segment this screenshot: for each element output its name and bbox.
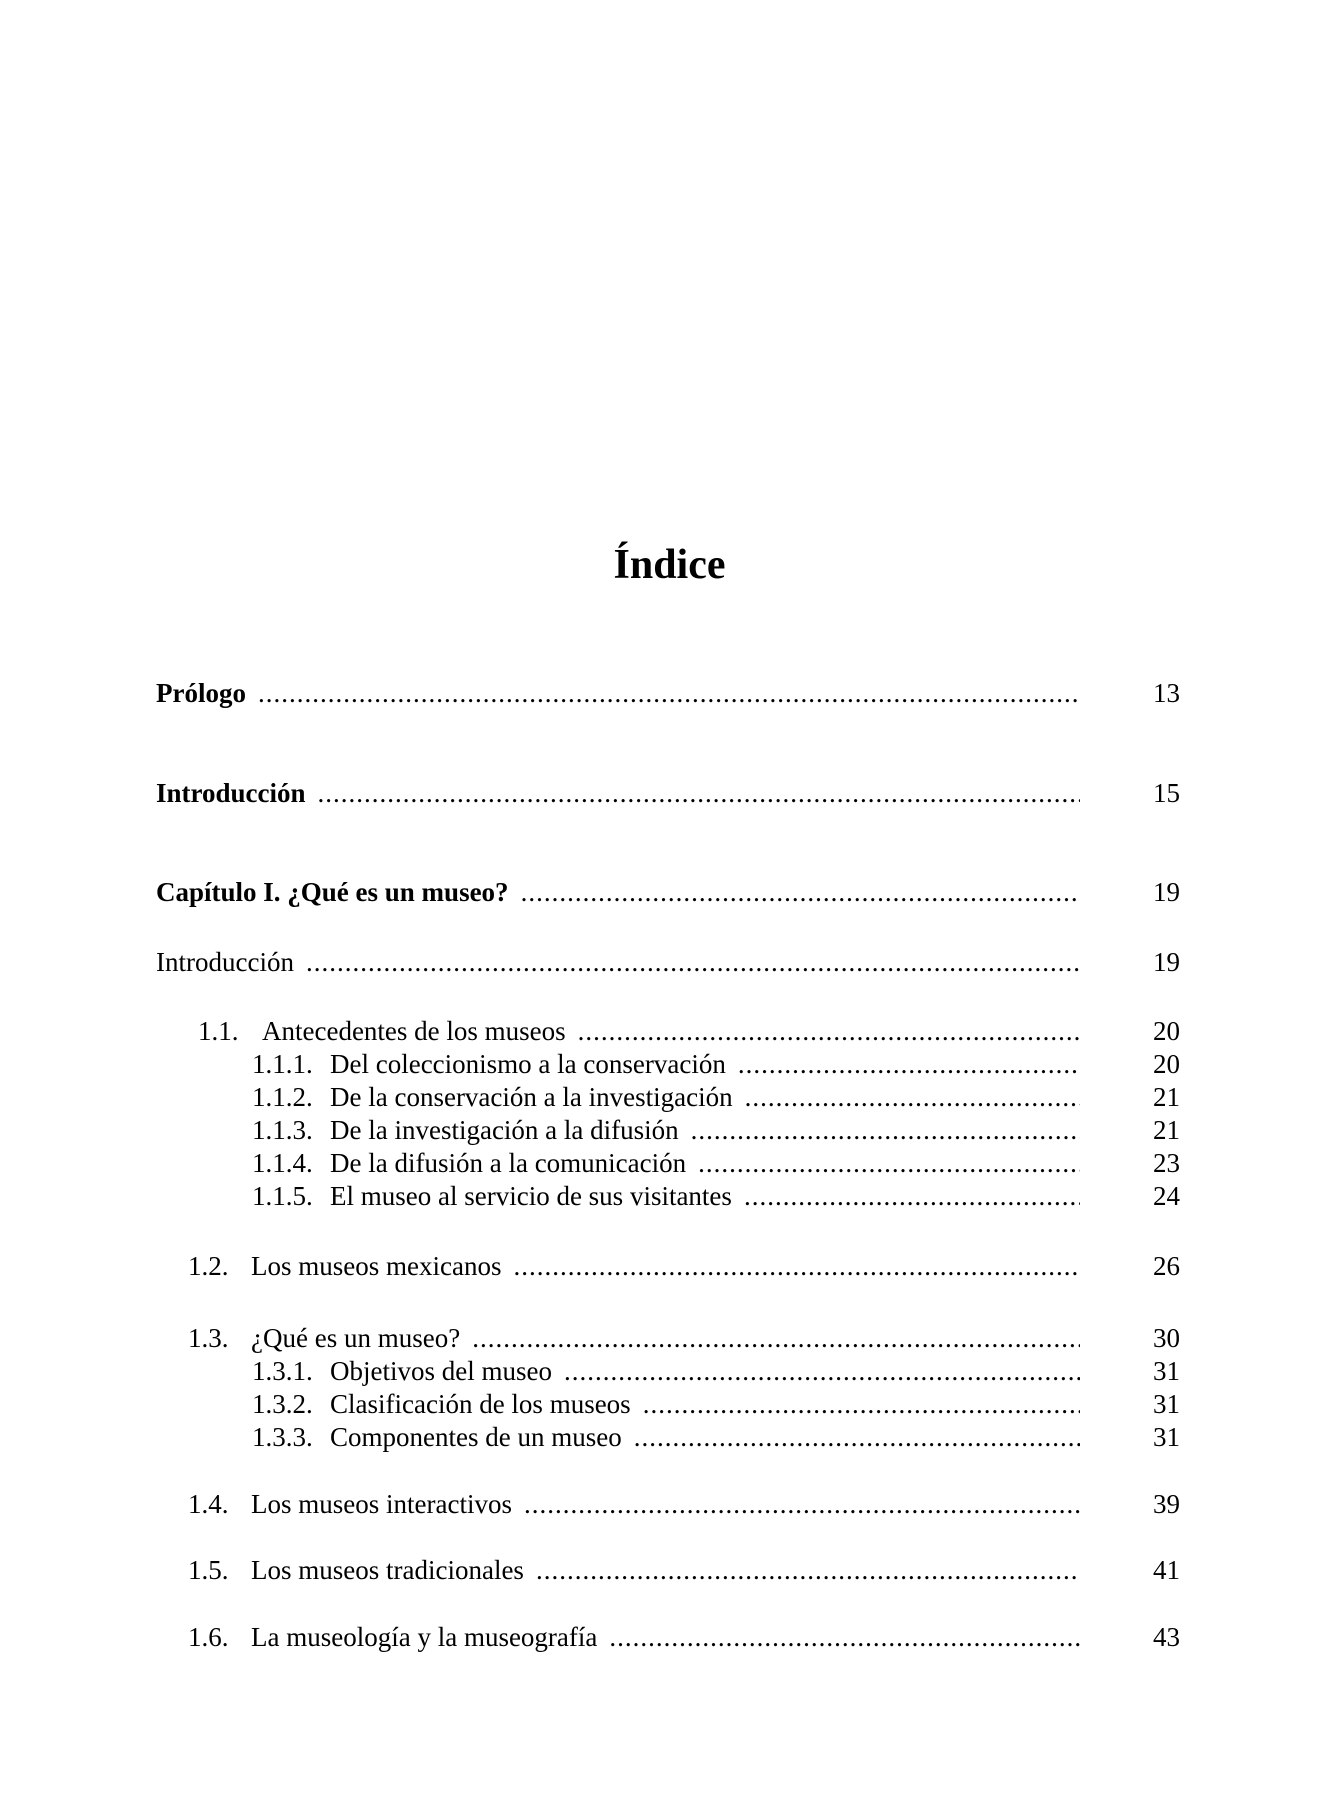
toc-entry-page: 21 [1153, 1082, 1180, 1112]
toc-entry-label: De la conservación a la investigación [330, 1082, 733, 1112]
dot-leader [513, 1249, 1080, 1283]
toc-entry-number: 1.1.1. [252, 1049, 313, 1079]
toc-entry-chapter-1 [156, 875, 1080, 909]
dot-leader [744, 1179, 1080, 1213]
dot-leader [745, 1080, 1080, 1114]
dot-leader [536, 1553, 1080, 1587]
toc-entry-page: 20 [1153, 1016, 1180, 1046]
toc-entry-number: 1.1. [198, 1016, 239, 1046]
toc-entry-label: Los museos tradicionales [251, 1555, 524, 1585]
toc-entry-label: Clasificación de los museos [330, 1389, 631, 1419]
toc-entry-label: Introducción [156, 947, 294, 977]
toc-entry-1-2 [188, 1249, 1080, 1283]
toc-entry-page: 19 [1153, 877, 1180, 907]
dot-leader [306, 945, 1080, 979]
toc-entry-label: De la investigación a la difusión [330, 1115, 679, 1145]
toc-entry-number: 1.5. [188, 1555, 229, 1585]
toc-entry-1-1-1 [252, 1047, 1080, 1081]
toc-entry-number: 1.1.4. [252, 1148, 313, 1178]
toc-entry-label: ¿Qué es un museo? [251, 1323, 461, 1353]
toc-entry-page: 20 [1153, 1049, 1180, 1079]
toc-entry-1-1-4 [252, 1146, 1080, 1180]
dot-leader [258, 676, 1080, 710]
toc-entry-number: 1.1.3. [252, 1115, 313, 1145]
dot-leader [609, 1620, 1080, 1654]
toc-entry-number: 1.3.3. [252, 1422, 313, 1452]
toc-entry-page: 39 [1153, 1489, 1180, 1519]
toc-entry-1-3-3 [252, 1420, 1080, 1454]
toc-entry-page: 23 [1153, 1148, 1180, 1178]
toc-entry-label: Del coleccionismo a la conservación [330, 1049, 726, 1079]
toc-entry-page: 30 [1153, 1323, 1180, 1353]
toc-entry-page: 31 [1153, 1389, 1180, 1419]
toc-entry-1-1-5 [252, 1179, 1080, 1213]
toc-entry-label: Los museos interactivos [251, 1489, 512, 1519]
toc-entry-1-1 [198, 1014, 1080, 1048]
toc-entry-introduccion [156, 776, 1080, 810]
toc-entry-1-3-2 [252, 1387, 1080, 1421]
dot-leader [738, 1047, 1080, 1081]
toc-entry-1-4 [188, 1487, 1080, 1521]
dot-leader [578, 1014, 1080, 1048]
toc-entry-1-5 [188, 1553, 1080, 1587]
toc-entry-page: 15 [1153, 778, 1180, 808]
dot-leader [524, 1487, 1080, 1521]
toc-entry-1-6 [188, 1620, 1080, 1654]
toc-entry-page: 31 [1153, 1356, 1180, 1386]
toc-entry-label: Componentes de un museo [330, 1422, 622, 1452]
toc-entry-page: 19 [1153, 947, 1180, 977]
toc-entry-label: El museo al servicio de sus visitantes [330, 1181, 732, 1211]
toc-entry-1-1-2 [252, 1080, 1080, 1114]
toc-entry-label: La museología y la museografía [251, 1622, 598, 1652]
dot-leader [472, 1321, 1080, 1355]
toc-entry-number: 1.3. [188, 1323, 229, 1353]
toc-entry-1-3 [188, 1321, 1080, 1355]
toc-entry-page: 31 [1153, 1422, 1180, 1452]
toc-entry-page: 41 [1153, 1555, 1180, 1585]
dot-leader [521, 875, 1080, 909]
toc-entry-label: Capítulo I. ¿Qué es un museo? [156, 877, 509, 907]
dot-leader [318, 776, 1080, 810]
toc-entry-number: 1.4. [188, 1489, 229, 1519]
toc-entry-chapter-intro [156, 945, 1080, 979]
toc-entry-page: 21 [1153, 1115, 1180, 1145]
toc-entry-number: 1.6. [188, 1622, 229, 1652]
toc-entry-number: 1.3.2. [252, 1389, 313, 1419]
toc-entry-page: 26 [1153, 1251, 1180, 1281]
dot-leader [691, 1113, 1080, 1147]
dot-leader [698, 1146, 1080, 1180]
toc-entry-prologo [156, 676, 1080, 710]
toc-entry-number: 1.1.2. [252, 1082, 313, 1112]
dot-leader [564, 1354, 1080, 1388]
toc-entry-1-1-3 [252, 1113, 1080, 1147]
toc-entry-label: Prólogo [156, 678, 246, 708]
dot-leader [643, 1387, 1080, 1421]
dot-leader [634, 1420, 1080, 1454]
toc-entry-label: Introducción [156, 778, 306, 808]
toc-entry-label: Antecedentes de los museos [262, 1016, 566, 1046]
toc-entry-page: 13 [1153, 678, 1180, 708]
page-title: Índice [613, 542, 726, 588]
toc-entry-number: 1.1.5. [252, 1181, 313, 1211]
toc-entry-page: 43 [1153, 1622, 1180, 1652]
toc-entry-number: 1.3.1. [252, 1356, 313, 1386]
toc-entry-label: De la difusión a la comunicación [330, 1148, 687, 1178]
toc-entry-1-3-1 [252, 1354, 1080, 1388]
toc-entry-label: Objetivos del museo [330, 1356, 552, 1386]
toc-entry-page: 24 [1153, 1181, 1180, 1211]
toc-entry-number: 1.2. [188, 1251, 229, 1281]
toc-entry-label: Los museos mexicanos [251, 1251, 502, 1281]
